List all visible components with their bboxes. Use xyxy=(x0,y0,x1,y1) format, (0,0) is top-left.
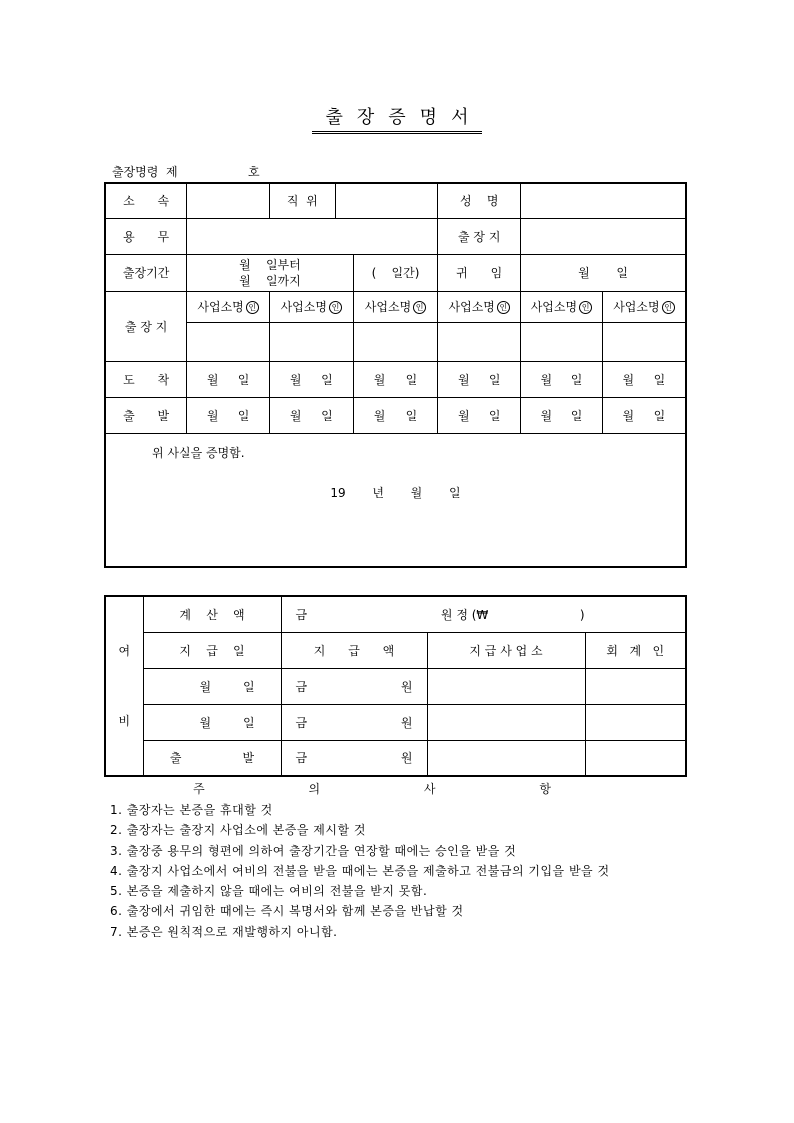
expense-accountant[interactable] xyxy=(585,668,686,704)
position-field[interactable] xyxy=(335,183,438,218)
expense-accountant[interactable] xyxy=(585,704,686,740)
seal-mark: 인 xyxy=(497,301,510,314)
arrive-date[interactable]: 월 일 xyxy=(602,361,686,397)
depart-date[interactable]: 월 일 xyxy=(521,397,603,433)
cert-text: 위 사실을 증명함. xyxy=(152,445,245,460)
expense-side-label: 여 비 xyxy=(105,596,143,776)
period-days[interactable]: ( 일간) xyxy=(353,254,438,291)
office-field[interactable] xyxy=(269,322,353,361)
certification-cell xyxy=(105,433,686,567)
notes-item: 2. 출장자는 출장지 사업소에 본증을 제시할 것 xyxy=(110,823,366,838)
cert-date[interactable]: 19 년 월 일 xyxy=(330,485,461,500)
affiliation-field[interactable] xyxy=(187,183,270,218)
affiliation-label: 소 속 xyxy=(105,183,187,218)
period-dates[interactable]: 월 일부터 월 일까지 xyxy=(187,254,353,291)
notes-item: 3. 출장중 용무의 형편에 의하여 출장기간을 연장할 때에는 승인을 받을 것 xyxy=(110,843,517,858)
arrive-label: 도 착 xyxy=(105,361,187,397)
calc-amount[interactable]: 금 원 정 (₩ ) xyxy=(281,596,686,632)
notes-item: 1. 출장자는 본증을 휴대할 것 xyxy=(110,803,273,817)
trip-label: 출 장 지 xyxy=(105,291,187,361)
order-ho: 호 xyxy=(248,165,260,179)
notes-item: 4. 출장지 사업소에서 여비의 전불을 받을 때에는 본증을 제출하고 전불금의 기입을 받을 것 xyxy=(110,863,610,878)
expense-amount[interactable]: 금 원 xyxy=(281,668,427,704)
seal-mark: 인 xyxy=(413,301,426,314)
expense-office[interactable] xyxy=(427,740,585,776)
name-field[interactable] xyxy=(521,183,686,218)
pay-date-label: 지 급 일 xyxy=(143,632,281,668)
arrive-date[interactable]: 월 일 xyxy=(521,361,603,397)
expense-date[interactable]: 월 일 xyxy=(143,668,281,704)
accountant-label: 회 계 인 xyxy=(585,632,686,668)
seal-mark: 인 xyxy=(579,301,592,314)
expense-date[interactable]: 월 일 xyxy=(143,704,281,740)
seal-mark: 인 xyxy=(246,301,259,314)
office-field[interactable] xyxy=(187,322,270,361)
depart-row-label: 출 발 xyxy=(143,740,281,776)
page-title: 출장증명서 xyxy=(0,103,794,134)
calc-label: 계 산 액 xyxy=(143,596,281,632)
position-label: 직 위 xyxy=(269,183,335,218)
order-number xyxy=(112,163,260,180)
depart-date[interactable]: 월 일 xyxy=(353,397,438,433)
depart-date[interactable]: 월 일 xyxy=(187,397,270,433)
office-field[interactable] xyxy=(521,322,603,361)
office-header: 사업소명 인 xyxy=(353,291,438,322)
name-label: 성 명 xyxy=(438,183,521,218)
depart-label: 출 발 xyxy=(105,397,187,433)
office-header: 사업소명 인 xyxy=(187,291,270,322)
office-header: 사업소명 인 xyxy=(521,291,603,322)
notes-heading: 주 의 사 항 xyxy=(193,782,601,796)
depart-date[interactable]: 월 일 xyxy=(269,397,353,433)
office-field[interactable] xyxy=(602,322,686,361)
period-label: 출장기간 xyxy=(105,254,187,291)
arrive-date[interactable]: 월 일 xyxy=(187,361,270,397)
notes-item: 5. 본증을 제출하지 않을 때에는 여비의 전불을 받지 못함. xyxy=(110,884,428,899)
arrive-date[interactable]: 월 일 xyxy=(353,361,438,397)
destination-label: 출 장 지 xyxy=(438,218,521,254)
destination-field[interactable] xyxy=(521,218,686,254)
pay-office-label: 지 급 사 업 소 xyxy=(427,632,585,668)
notes-list xyxy=(110,800,610,942)
seal-mark: 인 xyxy=(329,301,342,314)
office-field[interactable] xyxy=(353,322,438,361)
certificate-table xyxy=(104,182,687,568)
notes-item: 6. 출장에서 귀임한 때에는 즉시 복명서와 함께 본증을 반납할 것 xyxy=(110,904,464,919)
depart-date[interactable]: 월 일 xyxy=(602,397,686,433)
expense-amount[interactable]: 금 원 xyxy=(281,740,427,776)
notes-item: 7. 본증은 원칙적으로 재발행하지 아니함. xyxy=(110,924,338,939)
office-header: 사업소명 인 xyxy=(269,291,353,322)
expense-amount[interactable]: 금 원 xyxy=(281,704,427,740)
expense-office[interactable] xyxy=(427,668,585,704)
return-label: 귀 임 xyxy=(438,254,521,291)
duty-label: 용 무 xyxy=(105,218,187,254)
expense-table xyxy=(104,595,687,777)
expense-accountant[interactable] xyxy=(585,740,686,776)
return-date[interactable]: 월 일 xyxy=(521,254,686,291)
expense-office[interactable] xyxy=(427,704,585,740)
depart-date[interactable]: 월 일 xyxy=(438,397,521,433)
pay-amount-label: 지 급 액 xyxy=(281,632,427,668)
office-field[interactable] xyxy=(438,322,521,361)
seal-mark: 인 xyxy=(662,301,675,314)
office-header: 사업소명 인 xyxy=(438,291,521,322)
arrive-date[interactable]: 월 일 xyxy=(438,361,521,397)
duty-field[interactable] xyxy=(187,218,438,254)
arrive-date[interactable]: 월 일 xyxy=(269,361,353,397)
office-header: 사업소명 인 xyxy=(602,291,686,322)
order-label: 출장명령 제 xyxy=(112,165,178,179)
